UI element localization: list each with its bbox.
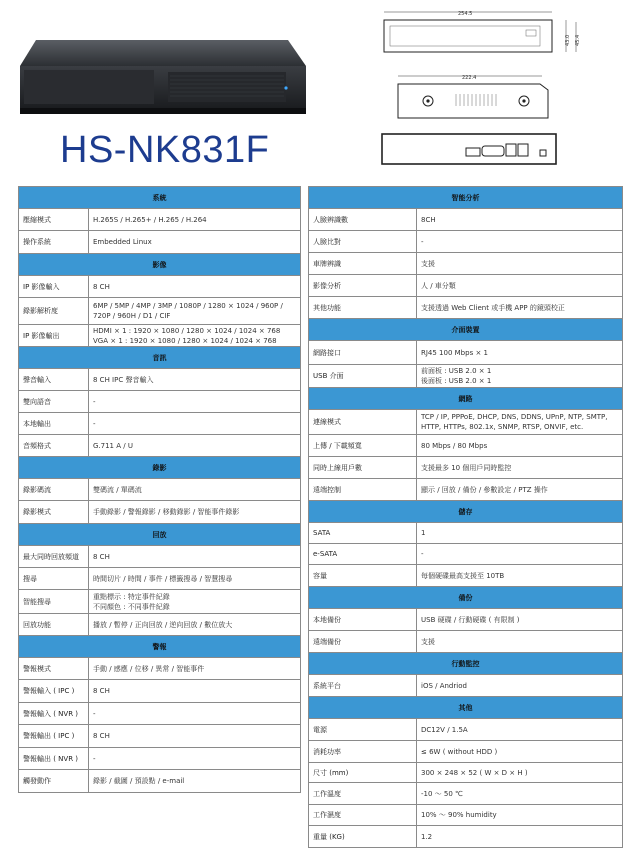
spec-row (19, 435, 301, 457)
section-header: 網路 (309, 388, 623, 410)
spec-label: IP 影像輸入 (19, 276, 89, 298)
spec-label: e-SATA (309, 544, 417, 565)
spec-value: 1.2 (417, 826, 623, 848)
spec-row (309, 565, 623, 587)
spec-value: 支援 (417, 631, 623, 653)
spec-row (309, 826, 623, 848)
spec-label: 聲音輸入 (19, 369, 89, 391)
spec-label: 警報輸入 ( IPC ) (19, 680, 89, 703)
spec-label: 重量 (KG) (309, 826, 417, 848)
spec-label: 音頻格式 (19, 435, 89, 457)
spec-row (309, 805, 623, 826)
spec-value: - (417, 231, 623, 253)
spec-row (309, 719, 623, 741)
spec-value: 8 CH IPC 聲音輸入 (89, 369, 301, 391)
spec-label: 工作溫度 (309, 783, 417, 805)
spec-value: 8 CH (89, 546, 301, 568)
spec-row (19, 479, 301, 501)
spec-row (309, 297, 623, 319)
spec-row (309, 783, 623, 805)
spec-row (19, 568, 301, 590)
section-header: 警報 (19, 636, 301, 658)
spec-value: - (89, 391, 301, 413)
spec-value: 8 CH (89, 276, 301, 298)
spec-row (309, 209, 623, 231)
spec-value: RJ45 100 Mbps × 1 (417, 341, 623, 365)
spec-label: 同時上線用戶數 (309, 457, 417, 479)
spec-label: 影像分析 (309, 275, 417, 297)
spec-row (309, 253, 623, 275)
model-title: HS-NK831F (60, 129, 270, 171)
spec-value: 錄影 / 截圖 / 預設點 / e-mail (89, 770, 301, 793)
spec-label: 網路接口 (309, 341, 417, 365)
spec-label: 回放功能 (19, 614, 89, 636)
spec-label: 電源 (309, 719, 417, 741)
spec-row (19, 209, 301, 231)
dimension-drawings (376, 6, 586, 168)
spec-label: 本地輸出 (19, 413, 89, 435)
spec-label: 警報輸出 ( NVR ) (19, 748, 89, 770)
spec-label: 上傳 / 下載頻寬 (309, 435, 417, 457)
spec-label: 雙向語音 (19, 391, 89, 413)
spec-label: 遠端控制 (309, 479, 417, 501)
spec-table-left (18, 186, 301, 793)
spec-row (19, 369, 301, 391)
spec-value: - (89, 703, 301, 725)
spec-row (309, 763, 623, 783)
spec-row (309, 479, 623, 501)
spec-label: 人臉比對 (309, 231, 417, 253)
spec-row (19, 501, 301, 524)
spec-value: 支援 (417, 253, 623, 275)
spec-row (19, 725, 301, 748)
spec-value: 手動錄影 / 警報錄影 / 移動錄影 / 智能事件錄影 (89, 501, 301, 524)
spec-row (19, 703, 301, 725)
spec-row (19, 590, 301, 614)
section-header: 介面裝置 (309, 319, 623, 341)
spec-row (19, 546, 301, 568)
spec-label: 消耗功率 (309, 741, 417, 763)
spec-row (309, 341, 623, 365)
height-outer-dim: 43.0 (565, 34, 571, 46)
spec-value: 人 / 車分類 (417, 275, 623, 297)
section-header: 備份 (309, 587, 623, 609)
section-header: 音訊 (19, 347, 301, 369)
spec-row (309, 410, 623, 435)
spec-value: 6MP / 5MP / 4MP / 3MP / 1080P / 1280 × 1024 / 960P / 720P / 960H / D1 / CIF (89, 298, 301, 325)
spec-row (309, 435, 623, 457)
spec-value: USB 硬碟 / 行動硬碟 ( 有限制 ) (417, 609, 623, 631)
spec-row (19, 680, 301, 703)
spec-label: 壓縮模式 (19, 209, 89, 231)
spec-row (309, 523, 623, 544)
spec-value: 時間切片 / 時間 / 事件 / 標籤搜尋 / 智慧搜尋 (89, 568, 301, 590)
spec-label: 錄影碼流 (19, 479, 89, 501)
spec-row (309, 741, 623, 763)
spec-label: 錄影解析度 (19, 298, 89, 325)
spec-label: 尺寸 (mm) (309, 763, 417, 783)
spec-label: 警報輸入 ( NVR ) (19, 703, 89, 725)
spec-row (309, 231, 623, 253)
side-width-dim: 222.4 (462, 75, 477, 81)
spec-label: 警報輸出 ( IPC ) (19, 725, 89, 748)
spec-row (309, 631, 623, 653)
spec-row (309, 457, 623, 479)
spec-label: 觸發動作 (19, 770, 89, 793)
spec-row (19, 770, 301, 793)
section-header: 系統 (19, 187, 301, 209)
spec-value: 8 CH (89, 725, 301, 748)
spec-row (19, 391, 301, 413)
spec-row (19, 413, 301, 435)
spec-value: 顯示 / 回放 / 備份 / 參數設定 / PTZ 操作 (417, 479, 623, 501)
spec-label: 系統平台 (309, 675, 417, 697)
spec-row (309, 365, 623, 388)
spec-value: TCP / IP, PPPoE, DHCP, DNS, DDNS, UPnP, NTP, SMTP, HTTP, HTTPs, 802.1x, SNMP, RTSP, ONVIF, etc. (417, 410, 623, 435)
spec-value: - (89, 748, 301, 770)
spec-value: - (417, 544, 623, 565)
spec-label: 智能搜尋 (19, 590, 89, 614)
section-header: 影像 (19, 254, 301, 276)
spec-value: 300 × 248 × 52 ( W × D × H ) (417, 763, 623, 783)
spec-label: 工作濕度 (309, 805, 417, 826)
spec-table-right (308, 186, 623, 848)
spec-value: HDMI × 1 : 1920 × 1080 / 1280 × 1024 / 1024 × 768 VGA × 1 : 1920 × 1080 / 1280 × 1024 / 1024 × 768 (89, 325, 301, 347)
spec-label: 其他功能 (309, 297, 417, 319)
spec-value: 10% ～ 90% humidity (417, 805, 623, 826)
section-header: 其他 (309, 697, 623, 719)
spec-value: 重點標示 : 特定事件紀錄 不同顏色 : 不同事件紀錄 (89, 590, 301, 614)
spec-label: 操作系統 (19, 231, 89, 254)
spec-value: 80 Mbps / 80 Mbps (417, 435, 623, 457)
spec-value: -10 ～ 50 ℃ (417, 783, 623, 805)
spec-label: 最大同時回放頻道 (19, 546, 89, 568)
spec-value: DC12V / 1.5A (417, 719, 623, 741)
spec-value: 1 (417, 523, 623, 544)
spec-value: 支援最多 10 個用戶同時監控 (417, 457, 623, 479)
spec-label: 警報模式 (19, 658, 89, 680)
spec-label: 搜尋 (19, 568, 89, 590)
spec-label: 連線模式 (309, 410, 417, 435)
spec-value: H.265S / H.265+ / H.265 / H.264 (89, 209, 301, 231)
section-header: 儲存 (309, 501, 623, 523)
spec-row (19, 614, 301, 636)
spec-value: 8CH (417, 209, 623, 231)
spec-label: SATA (309, 523, 417, 544)
spec-value: 每個硬碟最高支援至 10TB (417, 565, 623, 587)
spec-row (19, 298, 301, 325)
spec-label: 錄影模式 (19, 501, 89, 524)
section-header: 行動監控 (309, 653, 623, 675)
front-width-dim: 254.5 (458, 11, 473, 17)
spec-label: IP 影像輸出 (19, 325, 89, 347)
section-header: 智能分析 (309, 187, 623, 209)
spec-row (309, 609, 623, 631)
spec-value: 手動 / 感應 / 位移 / 異常 / 智能事件 (89, 658, 301, 680)
spec-label: 本地備份 (309, 609, 417, 631)
spec-label: 車牌辨識 (309, 253, 417, 275)
section-header: 回放 (19, 524, 301, 546)
spec-value: 支援透過 Web Client 或手機 APP 的鏡頭校正 (417, 297, 623, 319)
spec-row (19, 231, 301, 254)
spec-row (309, 275, 623, 297)
spec-value: 播放 / 暫停 / 正向回放 / 逆向回放 / 數位放大 (89, 614, 301, 636)
spec-value: G.711 A / U (89, 435, 301, 457)
spec-label: USB 介面 (309, 365, 417, 388)
spec-row (309, 675, 623, 697)
section-header: 錄影 (19, 457, 301, 479)
spec-label: 人臉辨識數 (309, 209, 417, 231)
spec-row (19, 325, 301, 347)
spec-value: - (89, 413, 301, 435)
spec-row (19, 658, 301, 680)
spec-value: ≤ 6W ( without HDD ) (417, 741, 623, 763)
spec-value: iOS / Andriod (417, 675, 623, 697)
spec-label: 容量 (309, 565, 417, 587)
nvr-product-photo (18, 36, 308, 120)
spec-value: Embedded Linux (89, 231, 301, 254)
height-inner-dim: 45.4 (575, 34, 581, 46)
spec-value: 雙碼流 / 單碼流 (89, 479, 301, 501)
spec-row (309, 544, 623, 565)
spec-value: 8 CH (89, 680, 301, 703)
spec-label: 遠端備份 (309, 631, 417, 653)
spec-row (19, 748, 301, 770)
spec-row (19, 276, 301, 298)
spec-value: 前面板 : USB 2.0 × 1 後面板 : USB 2.0 × 1 (417, 365, 623, 388)
